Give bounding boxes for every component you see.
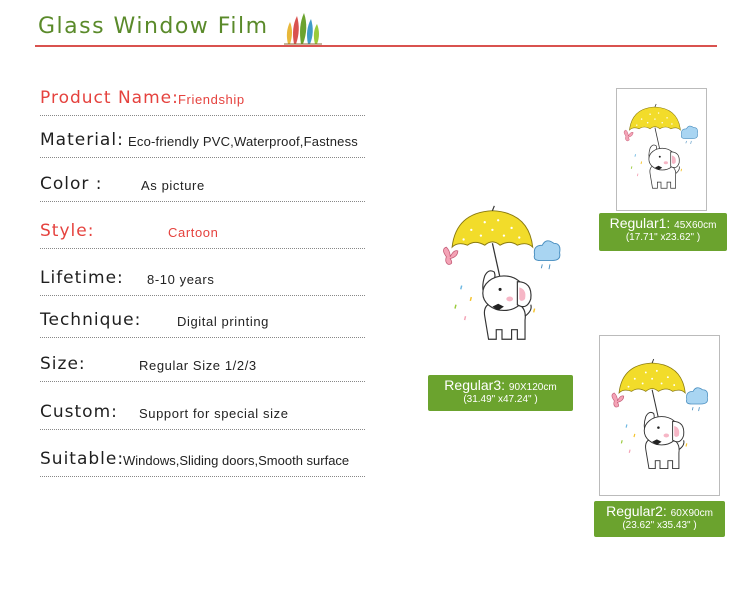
size-name-line — [428, 377, 573, 393]
spec-value: As picture — [141, 178, 205, 193]
regular1-preview-frame — [616, 88, 707, 211]
dotted-divider — [40, 337, 365, 338]
spec-value: 8-10 years — [147, 272, 215, 287]
size-cm: 90X120cm — [508, 382, 557, 393]
spec-value: Digital printing — [177, 314, 269, 329]
regular1-size-tag — [599, 213, 727, 251]
regular2-size-tag — [594, 501, 725, 537]
dotted-divider — [40, 429, 365, 430]
spec-row-color — [40, 172, 365, 202]
size-name: Regular2: — [606, 503, 667, 519]
spec-value: Friendship — [178, 92, 245, 107]
size-inch: (31.49" x47.24" ) — [463, 394, 538, 405]
spec-label: Suitable: — [40, 449, 125, 469]
dotted-divider — [40, 157, 365, 158]
dotted-divider — [40, 476, 365, 477]
dotted-divider — [40, 248, 365, 249]
page-title: Glass Window Film — [38, 14, 269, 39]
spec-row-lifetime — [40, 266, 365, 296]
spec-row-suitable — [40, 447, 365, 477]
elephant-umbrella-illustration — [438, 203, 566, 345]
size-inch: (23.62" x35.43" ) — [622, 520, 697, 531]
spec-row-material — [40, 128, 365, 158]
size-cm: 45X60cm — [674, 220, 717, 231]
spec-label: Technique: — [40, 310, 142, 330]
spec-row-style — [40, 219, 365, 249]
spec-value: Eco-friendly PVC,Waterproof,Fastness — [128, 134, 358, 149]
spec-value: Windows,Sliding doors,Smooth surface — [123, 453, 350, 468]
size-cm: 60X90cm — [670, 508, 713, 519]
size-name: Regular1: — [609, 215, 671, 231]
dotted-divider — [40, 295, 365, 296]
dotted-divider — [40, 115, 365, 116]
spec-row-product-name — [40, 86, 365, 116]
spec-label: Size: — [40, 354, 86, 374]
spec-label: Product Name: — [40, 88, 179, 108]
spec-value: Support for special size — [139, 406, 289, 421]
size-name-line — [599, 215, 727, 231]
elephant-umbrella-illustration — [621, 97, 701, 197]
dotted-divider — [40, 201, 365, 202]
header-divider — [35, 45, 717, 47]
spec-row-custom — [40, 400, 365, 430]
spec-label: Material: — [40, 130, 124, 150]
elephant-umbrella-illustration — [608, 354, 712, 476]
size-inch: (17.71" x23.62" ) — [625, 232, 701, 243]
spec-row-size — [40, 352, 365, 382]
spec-value: Cartoon — [168, 225, 219, 240]
trees-icon — [282, 10, 324, 50]
size-name-line — [594, 503, 725, 519]
spec-label: Custom: — [40, 402, 118, 422]
regular2-preview-frame — [599, 335, 720, 496]
spec-row-technique — [40, 308, 365, 338]
spec-label: Style: — [40, 221, 95, 241]
spec-value: Regular Size 1/2/3 — [139, 358, 257, 373]
regular3-size-tag — [428, 375, 573, 411]
spec-label: Color : — [40, 174, 103, 194]
spec-label: Lifetime: — [40, 268, 124, 288]
dotted-divider — [40, 381, 365, 382]
size-name: Regular3: — [444, 377, 505, 393]
